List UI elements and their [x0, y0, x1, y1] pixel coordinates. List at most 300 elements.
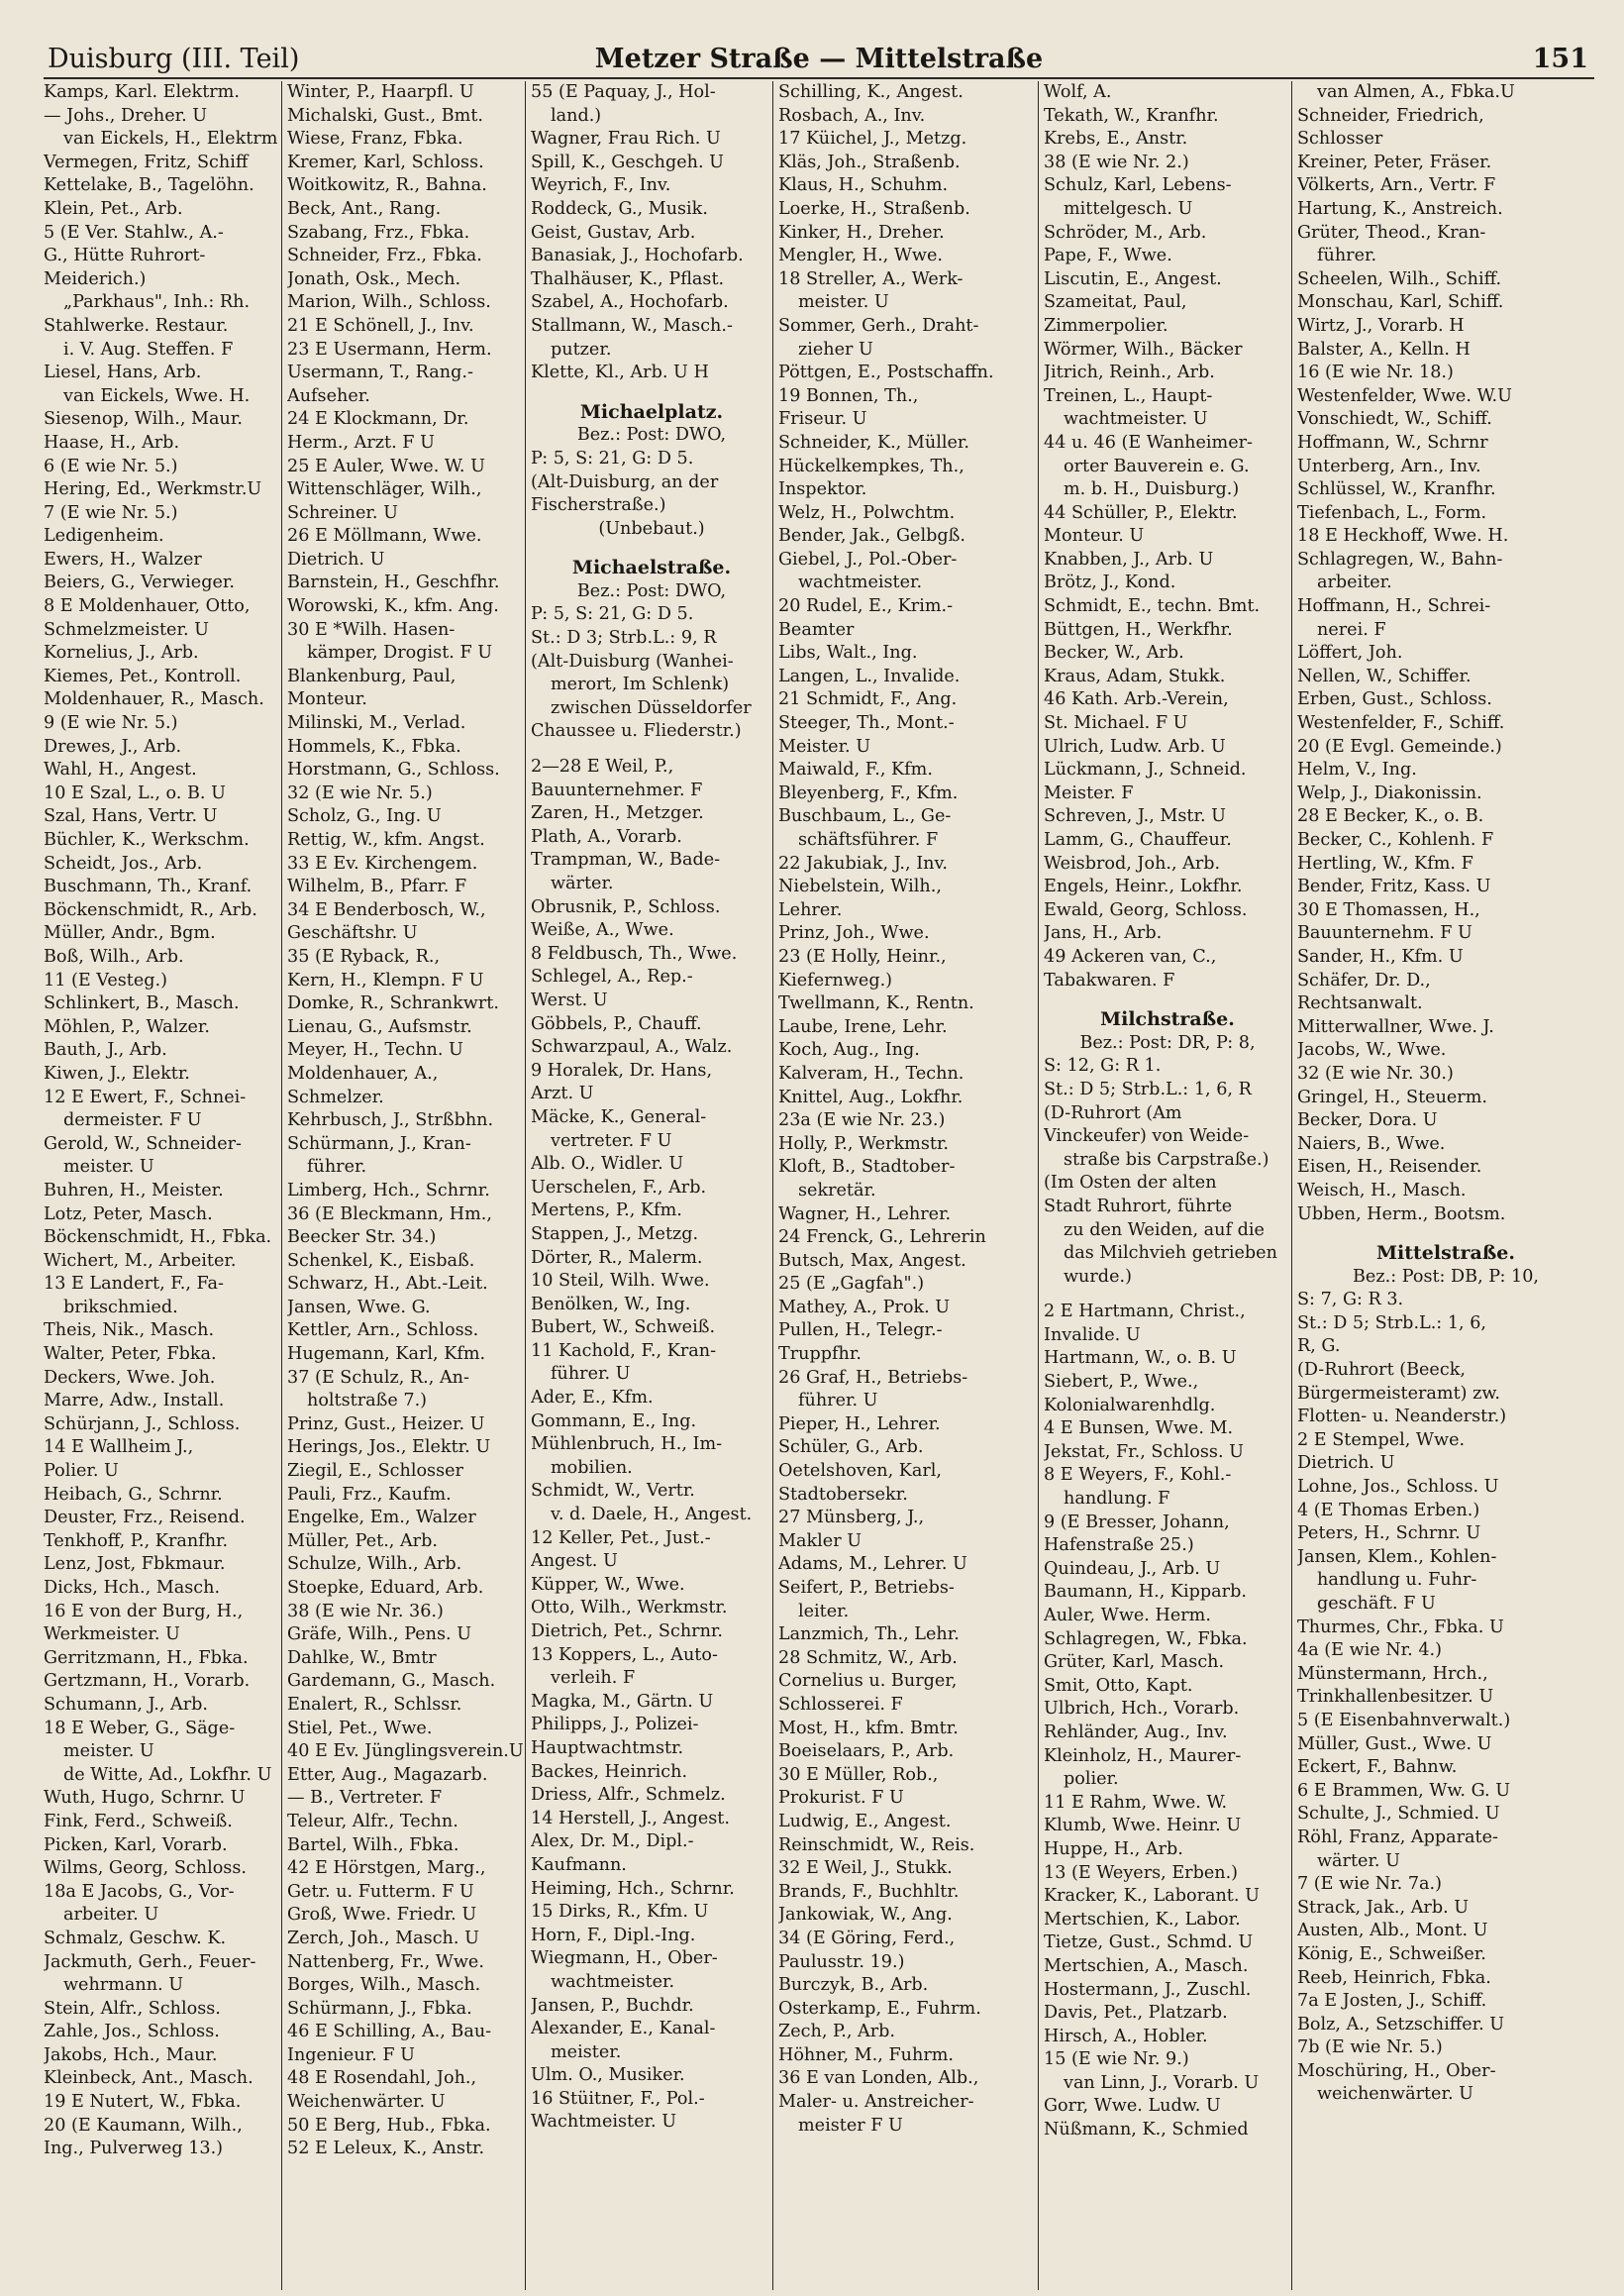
page-header — [44, 40, 1594, 79]
directory-entry: Stadtobersekr. — [778, 1484, 908, 1505]
directory-entry: putzer. — [551, 339, 612, 360]
directory-entry: Langen, L., Invalide. — [778, 666, 961, 686]
directory-entry: mobilien. — [551, 1457, 633, 1478]
directory-entry: holtstraße 7.) — [307, 1391, 428, 1411]
directory-entry: Kremer, Karl, Schloss. — [287, 152, 484, 172]
directory-entry: Tabakwaren. F — [1044, 970, 1175, 991]
directory-entry: 7 (E wie Nr. 5.) — [44, 502, 178, 523]
directory-entry: wachtmeister. — [798, 573, 923, 593]
directory-entry: Röhl, Franz, Apparate- — [1297, 1826, 1498, 1847]
directory-entry: 14 Herstell, J., Angest. — [531, 1808, 730, 1828]
directory-entry: Giebel, J., Pol.-Ober- — [778, 549, 958, 570]
column-2 — [287, 81, 526, 2290]
directory-entry: Kettelake, B., Tagelöhn. — [44, 175, 254, 196]
directory-entry: Kreiner, Peter, Fräser. — [1297, 152, 1492, 172]
directory-entry: Pieper, H., Lehrer. — [778, 1413, 941, 1434]
directory-entry: Weyrich, F., Inv. — [531, 175, 671, 196]
directory-entry: Welp, J., Diakonissin. — [1297, 783, 1482, 803]
directory-entry: Lienau, G., Aufsmstr. — [287, 1016, 472, 1037]
directory-entry: Stallmann, W., Masch.- — [531, 315, 733, 336]
directory-entry: 5 (E Ver. Stahlw., A.- — [44, 222, 224, 243]
directory-entry: Boeiselaars, P., Arb. — [778, 1741, 955, 1762]
directory-entry: Cornelius u. Burger, — [778, 1671, 958, 1692]
directory-entry: G., Hütte Ruhrort- — [44, 246, 206, 266]
directory-entry: Erben, Gust., Schloss. — [1297, 689, 1492, 710]
directory-entry: 22 Jakubiak, J., Inv. — [778, 853, 948, 874]
directory-entry: Westenfelder, Wwe. W.U — [1297, 385, 1512, 406]
directory-entry: Meiderich.) — [44, 268, 147, 289]
directory-entry: Schmidt, E., techn. Bmt. — [1044, 596, 1261, 617]
directory-entry: 33 E Ev. Kirchengem. — [287, 853, 478, 874]
directory-entry: Getr. u. Futterm. F U — [287, 1881, 474, 1902]
directory-entry: König, E., Schweißer. — [1297, 1943, 1486, 1964]
directory-entry: führer. — [1317, 246, 1377, 266]
directory-entry: Hostermann, J., Zuschl. — [1044, 1979, 1252, 2000]
directory-entry: Schmalz, Geschw. K. — [44, 1928, 227, 1948]
directory-entry: Wilhelm, B., Pfarr. F — [287, 877, 467, 897]
directory-entry: Schumann, J., Arb. — [44, 1694, 209, 1715]
directory-entry: Lenz, Jost, Fbkmaur. — [44, 1554, 226, 1575]
directory-entry: 30 E Müller, Rob., — [778, 1764, 939, 1785]
directory-entry: Prinz, Gust., Heizer. U — [287, 1413, 485, 1434]
directory-entry: Steeger, Th., Mont.- — [778, 713, 955, 734]
directory-entry: Chaussee u. Fliederstr.) — [531, 721, 742, 742]
directory-entry: arbeiter. — [1317, 573, 1392, 593]
directory-entry: Horstmann, G., Schloss. — [287, 760, 500, 781]
spacer — [1044, 1289, 1291, 1301]
column-5 — [1044, 81, 1292, 2290]
street-info: Bez.: Post: DR, P: 8, — [1079, 1032, 1256, 1053]
directory-entry: 6 E Brammen, Ww. G. U — [1297, 1780, 1511, 1801]
directory-entry: Werkmeister. U — [44, 1624, 180, 1645]
directory-entry: Davis, Pet., Platzarb. — [1044, 2003, 1228, 2024]
directory-entry: Etter, Aug., Magazarb. — [287, 1764, 488, 1785]
directory-entry: 12 Keller, Pet., Just.- — [531, 1527, 711, 1548]
directory-entry: Schäfer, Dr. D., — [1297, 970, 1431, 991]
directory-entry: Bauth, J., Arb. — [44, 1040, 167, 1061]
directory-entry: Kleinbeck, Ant., Masch. — [44, 2068, 254, 2089]
directory-entry: 36 E van Londen, Alb., — [778, 2068, 979, 2089]
directory-entry: Friseur. U — [778, 409, 867, 430]
directory-entry: Mitterwallner, Wwe. J. — [1297, 1016, 1494, 1037]
directory-entry: Otto, Wilh., Werkmstr. — [531, 1598, 728, 1618]
street-info: Bez.: Post: DB, P: 10, — [1353, 1266, 1539, 1287]
directory-entry: Hauptwachtmstr. — [531, 1737, 684, 1758]
directory-entry: 48 E Rosendahl, Joh., — [287, 2068, 477, 2089]
directory-entry: Münstermann, Hrch., — [1297, 1663, 1488, 1684]
directory-entry: 49 Ackeren van, C., — [1044, 946, 1217, 967]
directory-entry: Krebs, E., Anstr. — [1044, 129, 1188, 150]
directory-entry: 38 (E wie Nr. 2.) — [1044, 152, 1189, 172]
directory-entry: „Parkhaus", Inh.: Rh. — [63, 292, 251, 313]
directory-entry: Picken, Karl, Vorarb. — [44, 1834, 228, 1855]
directory-entry: Gräfe, Wilh., Pens. U — [287, 1624, 472, 1645]
directory-entry: Drewes, J., Arb. — [44, 736, 182, 757]
directory-entry: Sommer, Gerh., Draht- — [778, 315, 979, 336]
directory-entry: m. b. H., Duisburg.) — [1064, 479, 1240, 500]
directory-entry: Schilling, K., Angest. — [778, 82, 964, 102]
directory-entry: Stoepke, Eduard, Arb. — [287, 1578, 484, 1598]
directory-entry: Gerritzmann, H., Fbka. — [44, 1647, 249, 1668]
directory-entry: Smit, Otto, Kapt. — [1044, 1675, 1193, 1696]
directory-entry: 30 E Thomassen, H., — [1297, 899, 1480, 920]
directory-entry: Dahlke, W., Bmtr — [287, 1647, 437, 1668]
directory-entry: Stahlwerke. Restaur. — [44, 315, 229, 336]
directory-entry: Kiefernweg.) — [778, 970, 893, 991]
directory-entry: Wiegmann, H., Ober- — [531, 1948, 718, 1969]
directory-entry: Weisch, H., Masch. — [1297, 1180, 1467, 1200]
directory-entry: Klette, Kl., Arb. U H — [531, 363, 709, 383]
directory-entry: Wilms, Georg, Schloss. — [44, 1858, 247, 1879]
directory-entry: Hirsch, A., Hobler. — [1044, 2026, 1208, 2046]
directory-entry: meister F U — [798, 2115, 903, 2136]
directory-entry: 55 (E Paquay, J., Hol- — [531, 82, 716, 102]
header-city-part: Duisburg (III. Teil) — [48, 44, 300, 74]
directory-entry: 26 Graf, H., Betriebs- — [778, 1367, 968, 1388]
directory-entry: St.: D 5; Strb.L.: 1, 6, — [1297, 1312, 1486, 1333]
directory-entry: Milinski, M., Verlad. — [287, 713, 466, 734]
directory-entry: Haase, H., Arb. — [44, 432, 180, 453]
directory-entry: Bleyenberg, F., Kfm. — [778, 783, 959, 803]
directory-entry: 4 (E Thomas Erben.) — [1297, 1500, 1480, 1520]
directory-entry: 44 Schüller, P., Elektr. — [1044, 502, 1238, 523]
directory-entry: Meister. U — [778, 736, 871, 757]
directory-entry: Göbbels, P., Chauff. — [531, 1013, 702, 1034]
directory-entry: vertreter. F U — [551, 1130, 672, 1151]
directory-entry: Aufseher. — [287, 385, 370, 406]
directory-entry: Szameitat, Paul, — [1044, 292, 1187, 313]
directory-entry: Zahle, Jos., Schloss. — [44, 2022, 220, 2042]
directory-entry: Niebelstein, Wilh., — [778, 877, 942, 897]
directory-entry: Prokurist. F U — [778, 1788, 904, 1809]
directory-entry: Höhner, M., Fuhrm. — [778, 2044, 955, 2065]
directory-entry: Ingenieur. F U — [287, 2044, 415, 2065]
directory-entry: Polier. U — [44, 1461, 119, 1482]
directory-entry: Jansen, Klem., Kohlen- — [1297, 1546, 1497, 1567]
directory-entry: 13 Koppers, L., Auto- — [531, 1644, 718, 1665]
directory-entry: Bender, Fritz, Kass. U — [1297, 877, 1491, 897]
directory-entry: 9 (E Bresser, Johann, — [1044, 1512, 1230, 1532]
directory-entry: Kern, H., Klempn. F U — [287, 970, 484, 991]
directory-entry: van Eickels, H., Elektrm — [63, 129, 278, 150]
directory-entry: Liscutin, E., Angest. — [1044, 268, 1222, 289]
directory-entry: 28 E Becker, K., o. B. — [1297, 806, 1484, 827]
directory-entry: Wachtmeister. U — [531, 2112, 677, 2133]
directory-entry: Schneider, Frz., Fbka. — [287, 246, 482, 266]
directory-entry: Austen, Alb., Mont. U — [1297, 1921, 1488, 1941]
directory-entry: Pullen, H., Telegr.- — [778, 1320, 943, 1341]
directory-entry: Osterkamp, E., Fuhrm. — [778, 1998, 981, 2019]
directory-entry: Pape, F., Wwe. — [1044, 246, 1172, 266]
directory-entry: Magka, M., Gärtn. U — [531, 1691, 714, 1712]
directory-entry: Bauunternehmer. F — [531, 780, 703, 800]
directory-entry: 34 (E Göring, Ferd., — [778, 1928, 956, 1948]
directory-entry: Dietrich, Pet., Schrnr. — [531, 1621, 723, 1641]
directory-entry: Banasiak, J., Hochofarb. — [531, 246, 744, 266]
directory-entry: Beiers, G., Verwieger. — [44, 573, 235, 593]
directory-entry: das Milchvieh getrieben — [1064, 1243, 1277, 1264]
directory-entry: Hückelkempkes, Th., — [778, 456, 964, 476]
directory-entry: Ader, E., Kfm. — [531, 1388, 654, 1409]
directory-entry: Mertschien, K., Labor. — [1044, 1909, 1241, 1930]
directory-entry: Schulz, Karl, Lebens- — [1044, 175, 1232, 196]
directory-entry: Brands, F., Buchhltr. — [778, 1881, 960, 1902]
directory-entry: 10 E Szal, L., o. B. U — [44, 783, 226, 803]
directory-entry: Stein, Alfr., Schloss. — [44, 1998, 221, 2019]
directory-entry: Bender, Jak., Gelbgß. — [778, 526, 965, 547]
directory-entry: Domke, R., Schrankwrt. — [287, 993, 499, 1014]
street-heading: Michaelstraße. — [571, 557, 732, 579]
directory-entry: Lamm, G., Chauffeur. — [1044, 830, 1232, 850]
directory-entry: 2 E Stempel, Wwe. — [1297, 1429, 1466, 1450]
directory-entry: 28 Schmitz, W., Arb. — [778, 1647, 958, 1668]
directory-entry: Wirtz, J., Vorarb. H — [1297, 315, 1465, 336]
directory-entry: führer. — [307, 1157, 367, 1178]
directory-entry: de Witte, Ad., Lokfhr. U — [63, 1764, 272, 1785]
directory-entry: Gringel, H., Steuerm. — [1297, 1087, 1487, 1107]
directory-entry: führer. U — [551, 1364, 631, 1385]
directory-entry: Michalski, Gust., Bmt. — [287, 105, 483, 126]
directory-entry: Schreven, J., Mstr. U — [1044, 806, 1226, 827]
directory-entry: Kamps, Karl. Elektrm. — [44, 82, 240, 102]
directory-entry: 19 E Nutert, W., Fbka. — [44, 2092, 242, 2113]
directory-entry: (Im Osten der alten — [1044, 1173, 1217, 1194]
directory-entry: leiter. — [798, 1601, 850, 1621]
directory-entry: Trinkhallenbesitzer. U — [1297, 1687, 1494, 1708]
directory-entry: 7 (E wie Nr. 7a.) — [1297, 1874, 1442, 1895]
directory-entry: sekretär. — [798, 1180, 876, 1200]
directory-entry: 16 Stüitner, F., Pol.- — [531, 2088, 705, 2109]
directory-entry: Heibach, G., Schrnr. — [44, 1484, 223, 1505]
directory-entry: Klaus, H., Schuhm. — [778, 175, 949, 196]
directory-entry: Prinz, Joh., Wwe. — [778, 923, 930, 944]
directory-entry: Quindeau, J., Arb. U — [1044, 1558, 1221, 1579]
directory-entry: 25 E Auler, Wwe. W. U — [287, 456, 485, 476]
directory-entry: Schlagregen, W., Bahn- — [1297, 549, 1503, 570]
directory-entry: Vinckeufer) von Weide- — [1044, 1126, 1250, 1147]
directory-entry: weichenwärter. U — [1317, 2084, 1473, 2105]
directory-entry: 15 Dirks, R., Kfm. U — [531, 1902, 709, 1923]
directory-entry: Barnstein, H., Geschfhr. — [287, 573, 500, 593]
directory-entry: Rehländer, Aug., Inv. — [1044, 1722, 1228, 1742]
directory-entry: Jansen, P., Buchdr. — [531, 1995, 694, 2016]
directory-entry: Dietrich. U — [1297, 1453, 1395, 1474]
directory-entry: Scheelen, Wilh., Schiff. — [1297, 268, 1502, 289]
directory-entry: Scholz, G., Ing. U — [287, 806, 442, 827]
directory-entry: Engelke, Em., Walzer — [287, 1508, 476, 1528]
directory-entry: Schenkel, K., Eisbaß. — [287, 1250, 475, 1271]
directory-entry: 40 E Ev. Jünglingsverein.U — [287, 1741, 524, 1762]
directory-entry: Theis, Nik., Masch. — [44, 1320, 215, 1341]
directory-entry: verleih. F — [551, 1668, 636, 1689]
directory-entry: Inspektor. — [778, 479, 867, 500]
directory-entry: Reinschmidt, W., Reis. — [778, 1834, 975, 1855]
directory-entry: Jitrich, Reinh., Arb. — [1044, 363, 1215, 383]
directory-entry: meister. — [551, 2041, 622, 2062]
directory-entry: handlung. F — [1064, 1489, 1170, 1510]
directory-entry: merort, Im Schlenk) — [551, 675, 730, 695]
directory-entry: Jansen, Wwe. G. — [287, 1297, 431, 1317]
directory-entry: Kloft, B., Stadtober- — [778, 1157, 956, 1178]
directory-entry: Alexander, E., Kanal- — [531, 2019, 716, 2039]
directory-entry: Mäcke, K., General- — [531, 1106, 707, 1127]
directory-entry: Buhren, H., Meister. — [44, 1180, 224, 1200]
directory-entry: Wörmer, Wilh., Bäcker — [1044, 339, 1243, 360]
directory-entry: Gorr, Wwe. Ludw. U — [1044, 2096, 1221, 2117]
directory-entry: Kinker, H., Dreher. — [778, 222, 945, 243]
directory-entry: Nattenberg, Fr., Wwe. — [287, 1951, 484, 1972]
directory-entry: Heiming, Hch., Schrnr. — [531, 1878, 735, 1899]
directory-entry: Schürmann, J., Kran- — [287, 1133, 471, 1154]
directory-entry: Meyer, H., Techn. U — [287, 1040, 463, 1061]
directory-entry: 17 Küichel, J., Metzg. — [778, 129, 967, 150]
directory-entry: (D-Ruhrort (Beeck, — [1297, 1360, 1466, 1381]
directory-entry: Philipps, J., Polizei- — [531, 1715, 699, 1735]
directory-entry: Dietrich. U — [287, 549, 385, 570]
spacer — [531, 541, 772, 553]
directory-entry: Loerke, H., Straßenb. — [778, 198, 970, 219]
directory-entry: Lotz, Peter, Masch. — [44, 1203, 213, 1224]
directory-entry: 4 E Bunsen, Wwe. M. — [1044, 1418, 1234, 1439]
directory-entry: brikschmied. — [63, 1297, 178, 1317]
directory-entry: Schreiner. U — [287, 502, 398, 523]
directory-entry: Becker, W., Arb. — [1044, 643, 1184, 664]
street-info: Bez.: Post: DWO, — [576, 580, 727, 601]
directory-entry: 32 (E wie Nr. 5.) — [287, 783, 433, 803]
directory-entry: Burczyk, B., Arb. — [778, 1975, 929, 1996]
directory-entry: Holly, P., Werkmstr. — [778, 1133, 950, 1154]
directory-entry: Fischerstraße.) — [531, 495, 666, 516]
directory-entry: Jonath, Osk., Mech. — [287, 268, 461, 289]
directory-entry: Hafenstraße 25.) — [1044, 1535, 1194, 1556]
directory-entry: Winter, P., Haarpfl. U — [287, 82, 474, 102]
directory-entry: Ludwig, E., Angest. — [778, 1811, 952, 1831]
directory-entry: Auler, Wwe. Herm. — [1044, 1606, 1211, 1625]
directory-entry: Borges, Wilh., Masch. — [287, 1975, 481, 1996]
directory-entry: Moldenhauer, A., — [287, 1063, 439, 1084]
directory-entry: 24 Frenck, G., Lehrerin — [778, 1227, 986, 1248]
directory-entry: 11 Kachold, F., Kran- — [531, 1340, 717, 1361]
directory-entry: Helm, V., Ing. — [1297, 760, 1417, 781]
directory-entry: Knittel, Aug., Lokfhr. — [778, 1087, 964, 1107]
directory-entry: Maiwald, F., Kfm. — [778, 760, 933, 781]
directory-entry: 23 (E Holly, Heinr., — [778, 946, 947, 967]
directory-entry: 18 E Heckhoff, Wwe. H. — [1297, 526, 1509, 547]
directory-entry: Invalide. U — [1044, 1324, 1141, 1345]
directory-entry: Bubert, W., Schweiß. — [531, 1317, 716, 1338]
directory-entry: Thalhäuser, K., Pflast. — [531, 268, 725, 289]
directory-entry: Jans, H., Arb. — [1044, 923, 1163, 944]
directory-entry: Geschäftshr. U — [287, 923, 418, 944]
directory-entry: Hoffmann, H., Schrei- — [1297, 596, 1491, 617]
directory-entry: orter Bauverein e. G. — [1064, 456, 1250, 476]
directory-entry: Ubben, Herm., Bootsm. — [1297, 1203, 1506, 1224]
directory-entry: Woitkowitz, R., Bahna. — [287, 175, 487, 196]
directory-entry: Tekath, W., Kranfhr. — [1044, 105, 1219, 126]
directory-entry: Szabang, Frz., Fbka. — [287, 222, 470, 243]
directory-entry: 21 Schmidt, F., Ang. — [778, 689, 958, 710]
directory-entry: Kleinholz, H., Maurer- — [1044, 1745, 1242, 1766]
directory-entry: Bartel, Wilh., Fbka. — [287, 1834, 459, 1855]
directory-entry: Sander, H., Kfm. U — [1297, 946, 1464, 967]
directory-entry: 26 E Möllmann, Wwe. — [287, 526, 482, 547]
directory-entry: Scheidt, Jos., Arb. — [44, 853, 203, 874]
directory-entry: Hering, Ed., Werkmstr.U — [44, 479, 262, 500]
directory-entry: Enalert, R., Schlssr. — [287, 1694, 462, 1715]
directory-entry: wurde.) — [1064, 1266, 1132, 1287]
directory-entry: Geist, Gustav, Arb. — [531, 222, 696, 243]
directory-entry: Treinen, L., Haupt- — [1044, 385, 1213, 406]
directory-entry: 50 E Berg, Hub., Fbka. — [287, 2115, 491, 2136]
directory-entry: Oetelshoven, Karl, — [778, 1461, 943, 1482]
directory-entry: Kracker, K., Laborant. U — [1044, 1886, 1260, 1907]
directory-entry: geschäft. F U — [1317, 1594, 1436, 1614]
directory-entry: Obrusnik, P., Schloss. — [531, 896, 721, 917]
directory-entry: meister. U — [798, 292, 889, 313]
directory-entry: 32 (E wie Nr. 30.) — [1297, 1063, 1454, 1084]
directory-entry: 21 E Schönell, J., Inv. — [287, 315, 474, 336]
directory-entry: Szabel, A., Hochofarb. — [531, 292, 729, 313]
directory-entry: Most, H., kfm. Bmtr. — [778, 1718, 959, 1738]
directory-entry: Wuth, Hugo, Schrnr. U — [44, 1788, 246, 1809]
directory-entry: Koch, Aug., Ing. — [778, 1040, 920, 1061]
directory-entry: Klein, Pet., Arb. — [44, 198, 183, 219]
directory-entry: Deuster, Frz., Reisend. — [44, 1508, 246, 1528]
directory-entry: Herings, Jos., Elektr. U — [287, 1437, 491, 1458]
directory-entry: Vonschiedt, W., Schiff. — [1297, 409, 1492, 430]
directory-entry: wärter. — [551, 874, 614, 893]
directory-entry: Kläs, Joh., Straßenb. — [778, 152, 961, 172]
directory-entry: 13 (E Weyers, Erben.) — [1044, 1862, 1239, 1883]
directory-entry: Laube, Irene, Lehr. — [778, 1016, 948, 1037]
directory-entry: zu den Weiden, auf die — [1064, 1219, 1265, 1240]
directory-entry: Balster, A., Kelln. H — [1297, 339, 1471, 360]
directory-entry: Schlegel, A., Rep.- — [531, 967, 693, 988]
directory-entry: zieher U — [798, 339, 873, 360]
directory-entry: Müller, Andr., Bgm. — [44, 923, 216, 944]
directory-entry: Böckenschmidt, R., Arb. — [44, 899, 257, 920]
directory-entry: 7a E Josten, J., Schiff. — [1297, 1991, 1487, 2012]
directory-entry: Mertschien, A., Masch. — [1044, 1955, 1249, 1976]
directory-entry: 9 Horalek, Dr. Hans, — [531, 1060, 713, 1081]
directory-entry: Naiers, B., Wwe. — [1297, 1133, 1446, 1154]
directory-entry: Schlagregen, W., Fbka. — [1044, 1628, 1248, 1649]
directory-entry: Dörter, R., Malerm. — [531, 1247, 703, 1268]
directory-entry: Makler U — [778, 1530, 863, 1551]
directory-entry: Grüter, Karl, Masch. — [1044, 1652, 1225, 1673]
directory-entry: i. V. Aug. Steffen. F — [63, 339, 234, 360]
directory-entry: Blankenburg, Paul, — [287, 666, 457, 686]
directory-entry: 32 E Weil, J., Stukk. — [778, 1858, 953, 1879]
directory-entry: 46 E Schilling, A., Bau- — [287, 2022, 492, 2042]
directory-entry: — B., Vertreter. F — [287, 1788, 443, 1809]
directory-entry: 36 (E Bleckmann, Hm., — [287, 1203, 492, 1224]
directory-entry: 8 Feldbusch, Th., Wwe. — [531, 943, 738, 964]
directory-entry: Maler- u. Anstreicher- — [778, 2092, 974, 2113]
directory-entry: Schneider, Friedrich, — [1297, 105, 1484, 126]
directory-entry: dermeister. F U — [63, 1110, 202, 1131]
directory-entry: Wittenschläger, Wilh., — [287, 479, 482, 500]
directory-entry: Büchler, K., Werkschm. — [44, 830, 250, 850]
directory-entry: Bolz, A., Setzschiffer. U — [1297, 2014, 1505, 2035]
directory-entry: S: 12, G: R 1. — [1044, 1056, 1162, 1077]
directory-entry: Schüler, G., Arb. — [778, 1437, 924, 1458]
directory-entry: 16 E von der Burg, H., — [44, 1601, 244, 1621]
directory-entry: Schwarzpaul, A., Walz. — [531, 1037, 733, 1058]
directory-entry: Ing., Pulverweg 13.) — [44, 2139, 224, 2159]
street-info: Bez.: Post: DWO, — [576, 425, 727, 446]
directory-entry: Weiße, A., Wwe. — [531, 920, 674, 941]
